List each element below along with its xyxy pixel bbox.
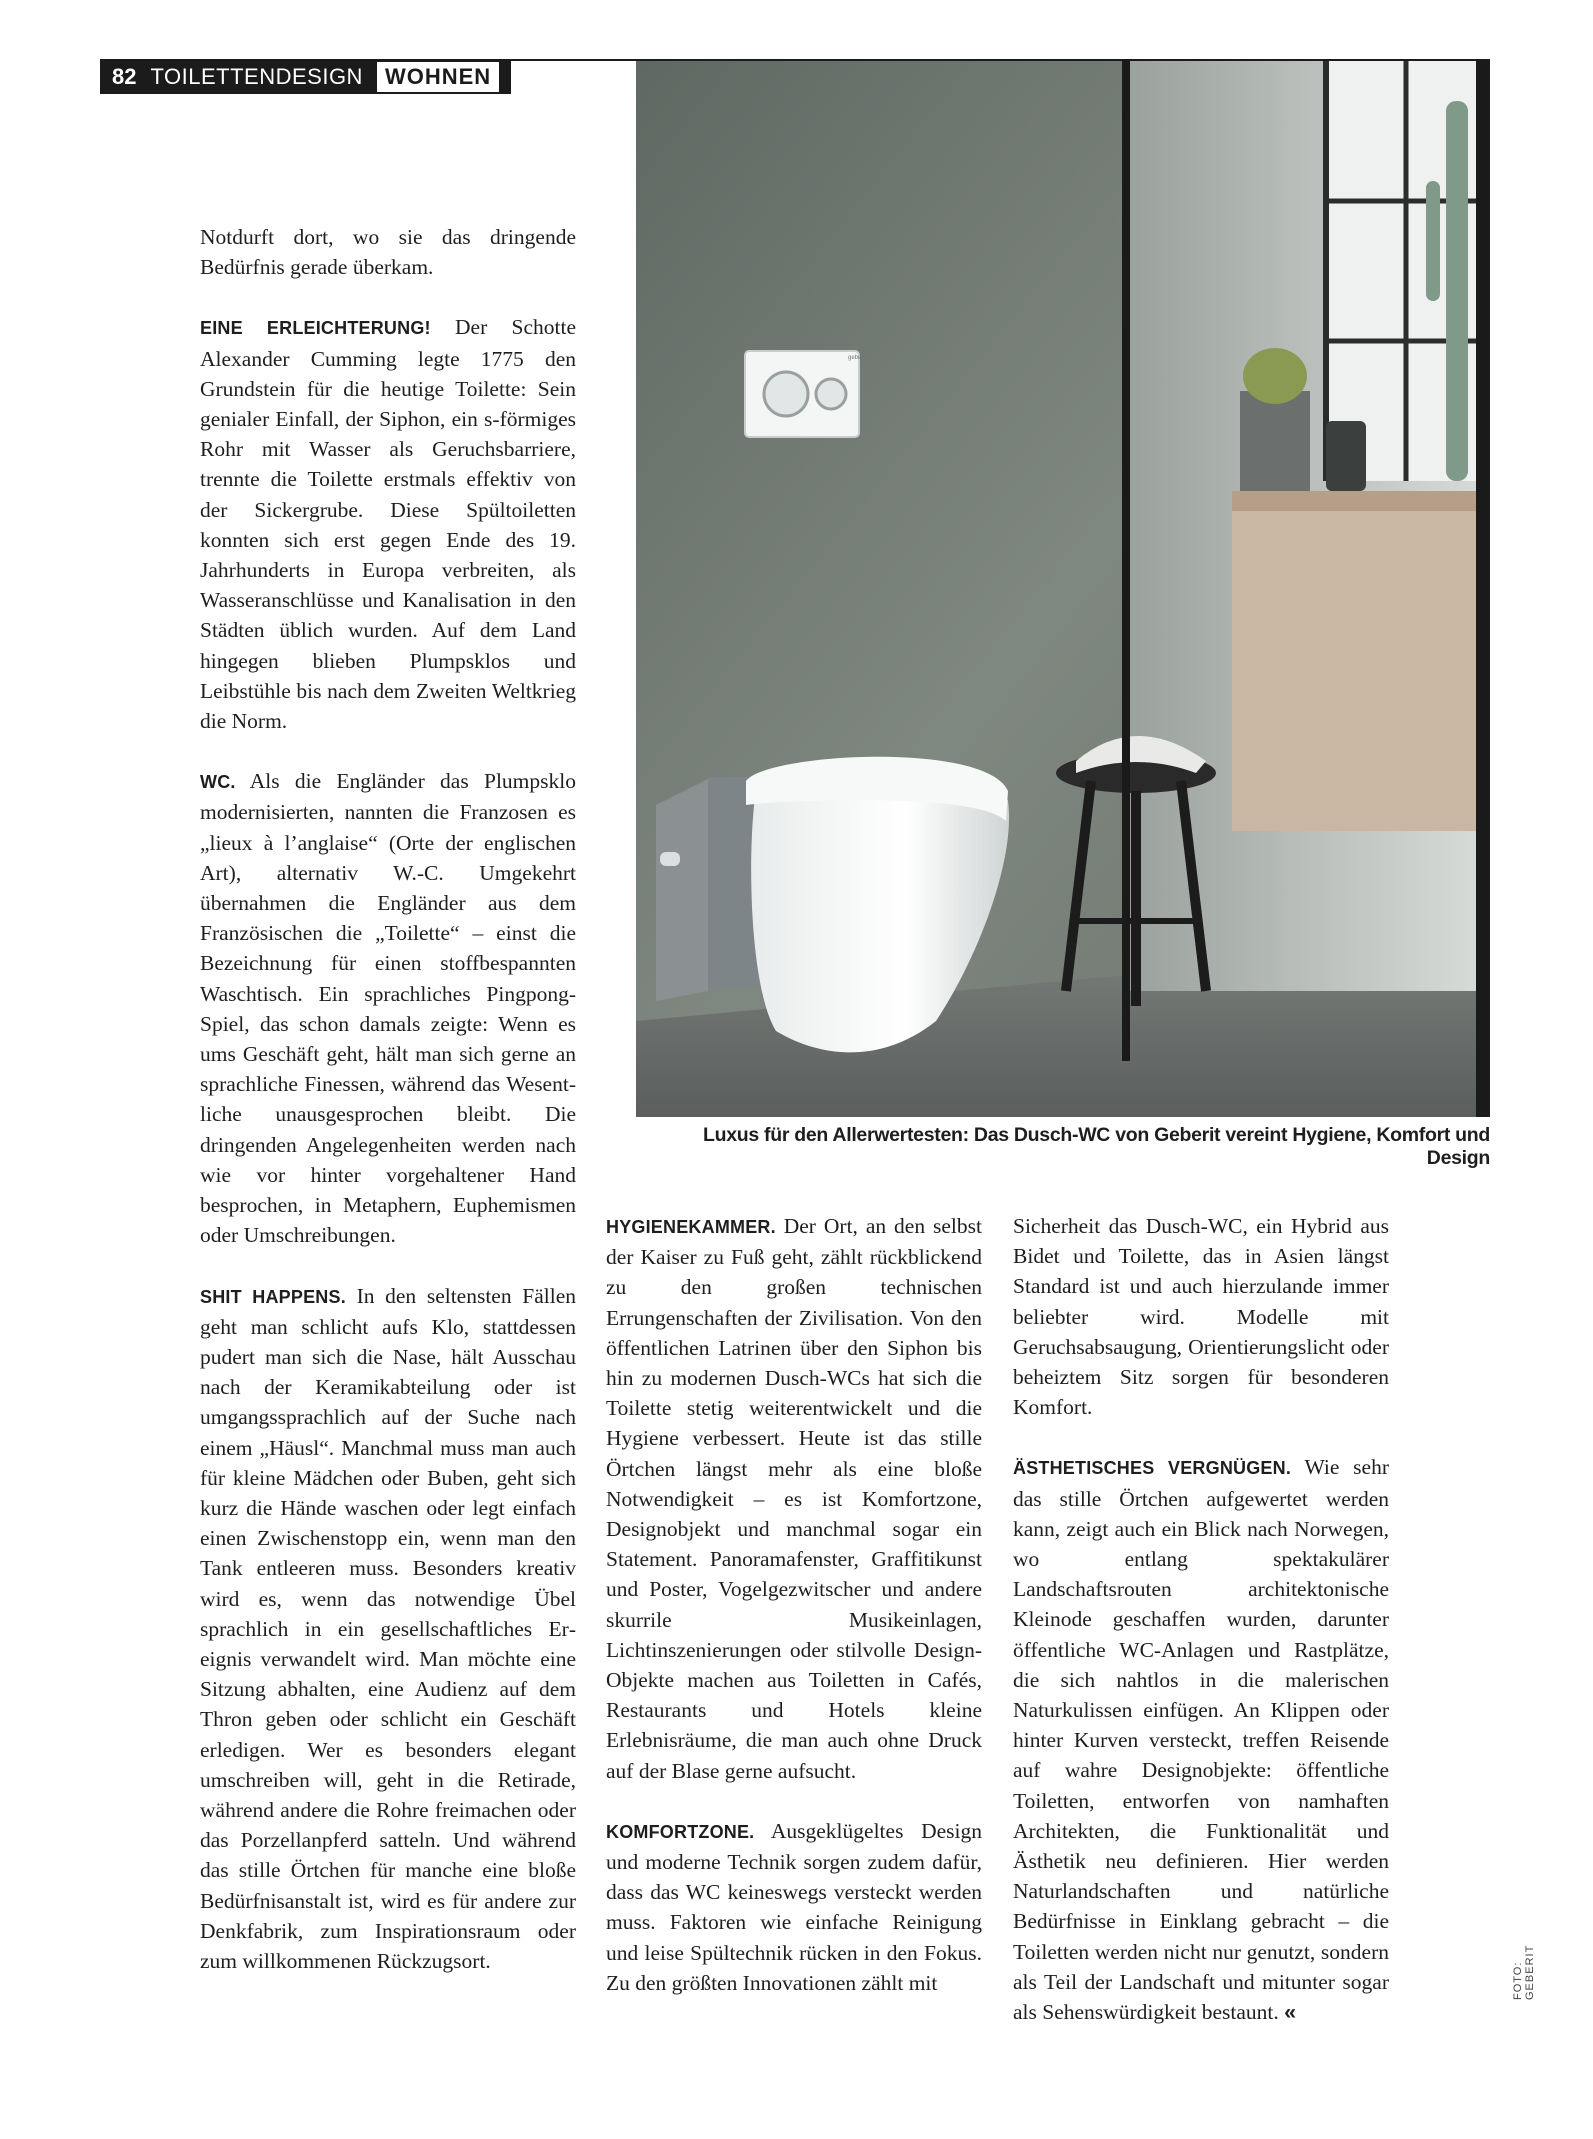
article-column-1 xyxy=(200,222,576,2006)
counter xyxy=(1232,491,1490,831)
paragraph xyxy=(200,1281,576,1977)
paragraph xyxy=(200,312,576,736)
subheading: HYGIENEKAMMER. xyxy=(606,1217,776,1237)
photo-caption: Luxus für den Allerwertesten: Das Dusch-WC von Geberit vereint Hygiene, Komfort und Design xyxy=(703,1124,1490,1169)
bathroom-illustration xyxy=(636,61,1490,1117)
subheading: EINE ERLEICHTERUNG! xyxy=(200,318,431,339)
article-column-3 xyxy=(1013,1211,1389,2057)
vase xyxy=(1326,421,1366,491)
subheading: KOMFORTZONE. xyxy=(606,1821,755,1842)
glass-frame xyxy=(1122,61,1130,1061)
plant-pot xyxy=(1240,391,1310,491)
paragraph-text: In den seltensten Fällen geht man schlicht aufs Klo, stattdessen pudert man sich die Nase, hält Ausschau nach der Keramikabteilung oder ist umgangssprachlich auf der Suche nach einem „Häusl“. Manchmal muss man auch für kleine Mädchen oder Buben, geht sich kurz die Hände waschen oder legt einfach einen Zwischenstopp ein, wenn man den Tank entleeren muss. Besonders kreativ wird es, wenn das notwendige Übel sprachlich in ein gesellschaftliches Ereignis verwandelt wird. Man möchte eine Sitzung abhalten, eine Audienz auf dem Thron geben oder schlicht ein Geschäft erledigen. Wer es besonders elegant umschreiben will, geht in die Retirade, während andere die Rohre freimachen oder das Porzellanpferd satteln. Und während das stille Örtchen für manche eine bloße Bedürfnisanstalt ist, wird es für andere zur Denkfabrik, zum Inspirationsraum oder zum willkommenen Rückzugsort. xyxy=(200,1283,576,1973)
subheading: ÄSTHETISCHES VERGNÜGEN. xyxy=(1013,1458,1292,1479)
paragraph-text: Sicherheit das Dusch-WC, ein Hybrid aus Bidet und Toilette, das in Asien längst Standard ist und auch hierzulande immer beliebter wird. Modelle mit Geruchsabsaugung, Orientierungslicht oder beheiztem Sitz sorgen für besonderen Komfort. xyxy=(1013,1214,1389,1420)
brand-mark: geberit xyxy=(848,355,867,361)
flush-plate xyxy=(745,351,867,437)
paragraph-text: Wie sehr das stille Örtchen aufgewertet werden kann, zeigt auch ein Blick nach Norwegen, wo entlang spektakulärer Landschaftsrouten architektonische Kleinode geschaffen wurden, darunter öffentliche WC-Anlagen und Rastplätze, die sich nahtlos in die malerischen Naturkulissen einfügen. An Klippen oder hinter Kurven versteckt, treffen Reisende auf wahre Designobjekte: öffentliche Toiletten, entworfen von namhaften Architekten, die Funktionalität und Ästhetik neu definieren. Hier werden Naturlandschaften und natürliche Bedürfnisse in Einklang gebracht – die Toiletten werden nicht nur genutzt, sondern als Teil der Landschaft und mitunter sogar als Sehenswürdigkeit bestaunt. xyxy=(1013,1455,1389,2025)
round-cactus xyxy=(1243,348,1307,404)
header-box xyxy=(100,60,511,94)
paragraph-text: Der Ort, an den selbst der Kaiser zu Fuß geht, zählt rückblickend zu den großen technischen Errungenschaften der Zivilisation. Von den öffentlichen Latrinen über den Siphon bis hin zu modernen Dusch-WCs hat sich die Toilette stetig weiterentwickelt und die Hygiene verbessert. Heute ist das stille Örtchen längst mehr als eine bloße Notwendigkeit – es ist Komfortzone, Designobjekt und manchmal sogar ein Statement. Panoramafenster, Graffitikunst und Poster, Vogelgezwitscher und andere skurrile Musikeinlagen, Lichtinszenierungen oder stilvolle Design-Objekte machen aus Toiletten in Cafés, Restaurants und Hotels kleine Erlebnisräume, die man auch ohne Druck auf der Blase gerne aufsucht. xyxy=(606,1214,982,1783)
paragraph-text: Notdurft dort, wo sie das dringende Bedürfnis gerade überkam. xyxy=(200,225,576,280)
article-photo xyxy=(636,61,1490,1117)
paragraph-text: Der Schotte Alexander Cumming legte 1775 den Grundstein für die heutige Toilette: Sein genialer Einfall, der Siphon, ein s-förmiges Rohr mit Wasser als Geruchsbarriere, trennte die Toilette erstmals effektiv von der Sickergrube. Diese Spültoiletten konnten sich erst gegen Ende des 19. Jahrhunderts in Europa verbreiten, als Wasseranschlüsse und Kanalisation in den Städten üblich wurden. Auf dem Land hingegen blieben Plumpsklos und Leibstühle bis nach dem Zweiten Weltkrieg die Norm. xyxy=(200,315,576,734)
subheading: SHIT HAPPENS. xyxy=(200,1286,346,1307)
paragraph xyxy=(1013,1452,1389,2027)
paragraph-text: Ausgeklügeltes Design und moderne Technik sorgen zudem dafür, dass das WC keineswegs versteckt werden muss. Faktoren wie einfache Reinigung und leise Spültechnik rücken in den Fokus. Zu den größten Innovationen zählt mit xyxy=(606,1818,982,1995)
window xyxy=(1326,61,1490,481)
paragraph-text: Als die Engländer das Plumpsklo modernisierten, nannten die Franzosen es „lieux à l’anglaise“ (Orte der englischen Art), alternativ W.-C. Umgekehrt übernahmen die Engländer aus dem Französischen die „Toilette“ – einst die Bezeichnung für einen stoffbespannten Waschtisch. Ein sprachliches Pingpong-Spiel, das schon damals zeigte: Wenn es ums Geschäft geht, hält man sich gerne an sprachliche Finessen, während das Wesentliche unausgesprochen bleibt. Die dringenden Angelegenheiten werden nach wie vor hinter vorgehaltener Hand besprochen, in Metaphern, Euphemismen oder Umschreibungen. xyxy=(200,769,576,1248)
page-number: 82 xyxy=(112,64,137,89)
paragraph xyxy=(606,1816,982,1998)
page-header xyxy=(100,60,511,94)
photo-credit: FOTO: GEBERIT xyxy=(1512,1944,1536,2000)
paragraph xyxy=(200,766,576,1250)
paragraph xyxy=(1013,1211,1389,1422)
paragraph xyxy=(606,1211,982,1786)
article-column-2 xyxy=(606,1211,982,2028)
subheading: WC. xyxy=(200,772,236,793)
end-mark: « xyxy=(1284,2000,1297,2025)
section-title: TOILETTENDESIGN xyxy=(150,64,363,89)
paragraph xyxy=(200,222,576,282)
category-label: WOHNEN xyxy=(377,62,499,92)
